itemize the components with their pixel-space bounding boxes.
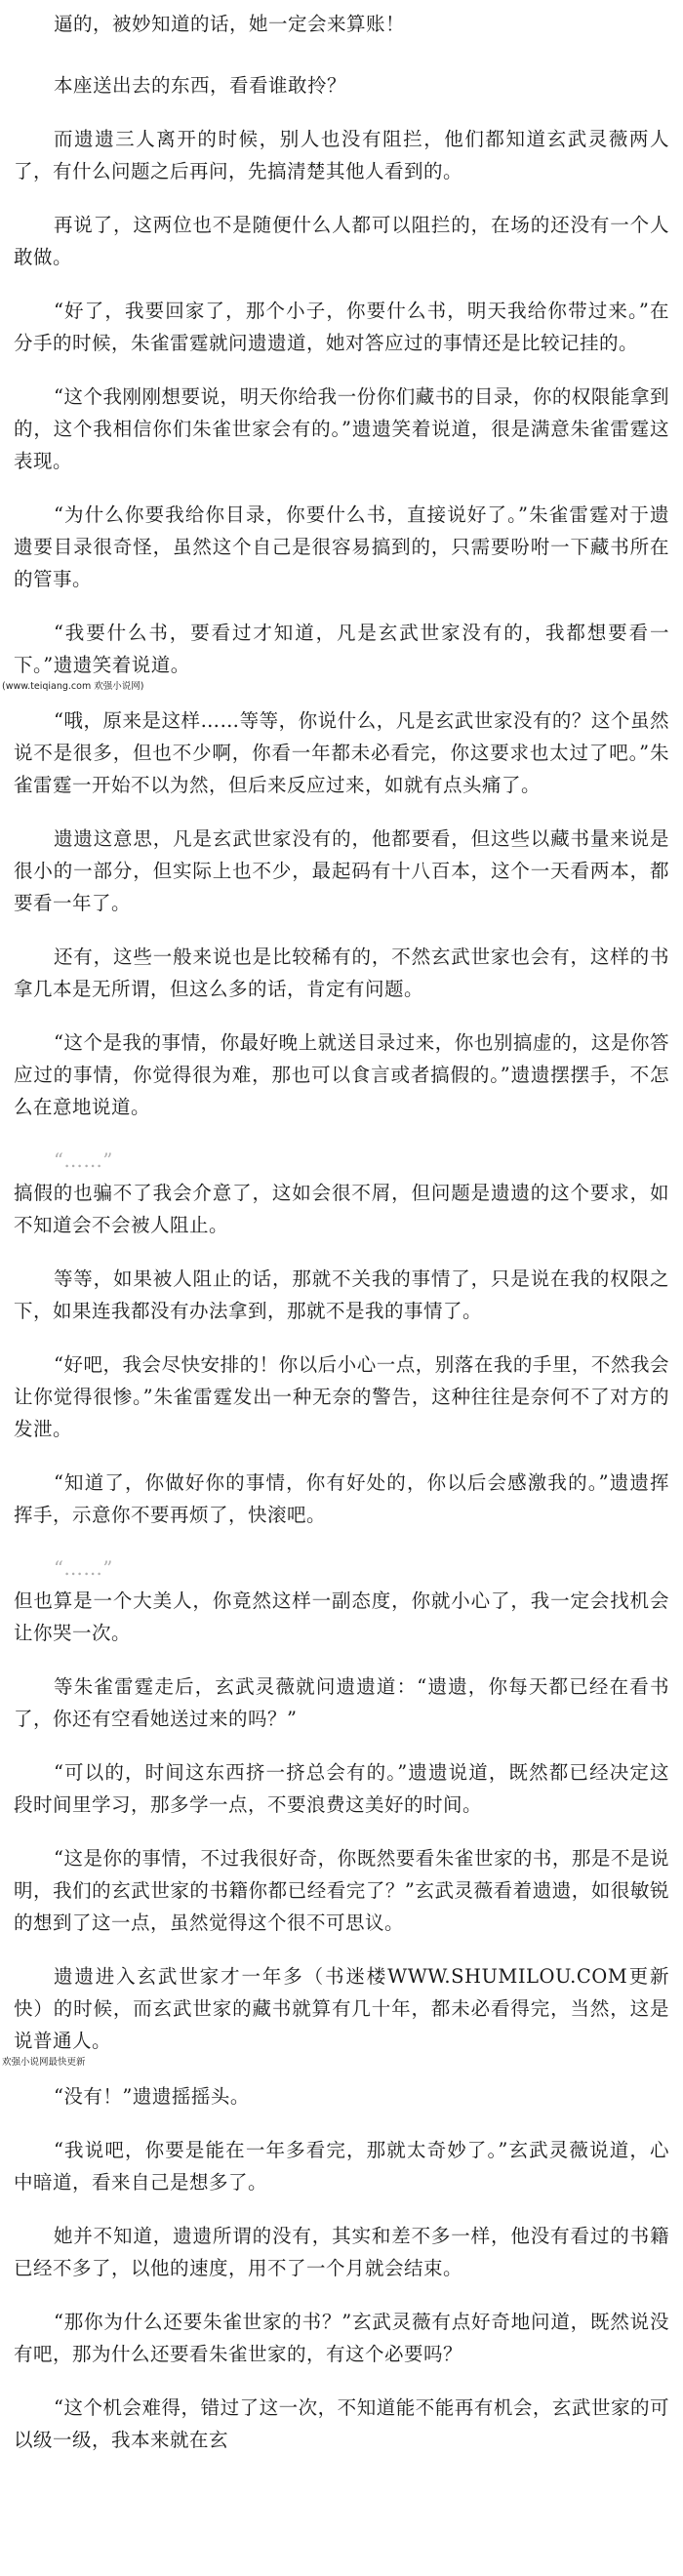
paragraph-24: “没有！”遗遗摇摇头。: [53, 2085, 250, 2108]
paragraph-3: 而遗遗三人离开的时候，别人也没有阻拦，他们都知道玄武灵薇两人了，有什么问题之后再问，先搞清楚其他人看到的。: [14, 128, 669, 182]
paragraph-27: “那你为什么还要朱雀世家的书？”玄武灵薇有点好奇地问道，既然说没有吧，那为什么还要看朱雀世家的，有这个必要吗？: [14, 2311, 669, 2365]
paragraph-26: 她并不知道，遗遗所谓的没有，其实和差不多一样，他没有看过的书籍已经不多了，以他的速度，用不了一个月就会结束。: [14, 2225, 669, 2279]
paragraph-16: “好吧，我会尽快安排的！你以后小心一点，别落在我的手里，不然我会让你觉得很惨。”朱雀雷霆发出一种无奈的警告，这种往往是奈何不了对方的发泄。: [14, 1353, 669, 1440]
paragraph-6: “这个我刚刚想要说，明天你给我一份你们藏书的目录，你的权限能拿到的，这个我相信你们朱雀世家会有的。”遗遗笑着说道，很是满意朱雀雷霆这表现。: [14, 385, 669, 472]
paragraph-14: 搞假的也骗不了我会介意了，这如会很不屑，但问题是遗遗的这个要求，如不知道会不会被人阻止。: [14, 1182, 669, 1236]
paragraph-1: 逼的，被妙知道的话，她一定会来算账！: [53, 13, 405, 35]
paragraph-23: 遗遗进入玄武世家才一年多（书迷楼WWW.SHUMILOU.COM更新快）的时候，而玄武世家的藏书就算有几十年，都未必看得完，当然，这是说普通人。: [14, 1965, 669, 2052]
paragraph-8: “我要什么书，要看过才知道，凡是玄武世家没有的，我都想要看一下。”遗遗笑着说道。: [14, 622, 669, 676]
paragraph-17: “知道了，你做好你的事情，你有好处的，你以后会感激我的。”遗遗挥挥手，示意你不要再烦了，快滚吧。: [14, 1471, 669, 1526]
paragraph-10: 遗遗这意思，凡是玄武世家没有的，他都要看，但这些以藏书量来说是很小的一部分，但实际上也不少，最起码有十八百本，这个一天看两本，都要看一年了。: [14, 827, 669, 914]
watermark-update-tag: 欢强小说网最快更新: [2, 2057, 86, 2068]
paragraph-15: 等等，如果被人阻止的话，那就不关我的事情了，只是说在我的权限之下，如果连我都没有办法拿到，那就不是我的事情了。: [14, 1268, 669, 1322]
paragraph-20: 等朱雀雷霆走后，玄武灵薇就问遗遗道：“遗遗，你每天都已经在看书了，你还有空看她送过来的吗？”: [14, 1675, 669, 1730]
paragraph-9: “哦，原来是这样……等等，你说什么，凡是玄武世家没有的？这个虽然说不是很多，但也不少啊，你看一年都未必看完，你这要求也太过了吧。”朱雀雷霆一开始不以为然，但后来反应过来，如就有点头痛了。: [14, 709, 669, 796]
paragraph-19: 但也算是一个大美人，你竟然这样一副态度，你就小心了，我一定会找机会让你哭一次。: [14, 1590, 669, 1644]
watermark-site-tag: (www.teiqiang.com 欢强小说网): [2, 681, 144, 692]
paragraph-21: “可以的，时间这东西挤一挤总会有的。”遗遗说道，既然都已经决定这段时间里学习，那多学一点，不要浪费这美好的时间。: [14, 1761, 669, 1816]
paragraph-12: “这个是我的事情，你最好晚上就送目录过来，你也别搞虚的，这是你答应过的事情，你觉得很为难，那也可以食言或者搞假的。”遗遗摆摆手，不怎么在意地说道。: [14, 1031, 669, 1118]
paragraph-22: “这是你的事情，不过我很好奇，你既然要看朱雀世家的书，那是不是说明，我们的玄武世家的书籍你都已经看完了？”玄武灵薇看着遗遗，如很敏锐的想到了这一点，虽然觉得这个很不可思议。: [14, 1847, 669, 1934]
paragraph-13: “……”: [53, 1149, 113, 1172]
paragraph-2: 本座送出去的东西，看看谁敢拎？: [53, 74, 346, 97]
paragraph-25: “我说吧，你要是能在一年多看完，那就太奇妙了。”玄武灵薇说道，心中暗道，看来自己是想多了。: [14, 2139, 669, 2194]
paragraph-4: 再说了，这两位也不是随便什么人都可以阻拦的，在场的还没有一个人敢做。: [14, 214, 669, 268]
paragraph-18: “……”: [53, 1557, 113, 1580]
paragraph-5: “好了，我要回家了，那个小子，你要什么书，明天我给你带过来。”在分手的时候，朱雀雷霆就问遗遗道，她对答应过的事情还是比较记挂的。: [14, 300, 669, 354]
paragraph-11: 还有，这些一般来说也是比较稀有的，不然玄武世家也会有，这样的书拿几本是无所谓，但这么多的话，肯定有问题。: [14, 946, 669, 1000]
paragraph-7: “为什么你要我给你目录，你要什么书，直接说好了。”朱雀雷霆对于遗遗要目录很奇怪，虽然这个自己是很容易搞到的，只需要吩咐一下藏书所在的管事。: [14, 503, 669, 590]
paragraph-28: “这个机会难得，错过了这一次，不知道能不能再有机会，玄武世家的可以级一级，我本来就在玄: [14, 2396, 669, 2451]
